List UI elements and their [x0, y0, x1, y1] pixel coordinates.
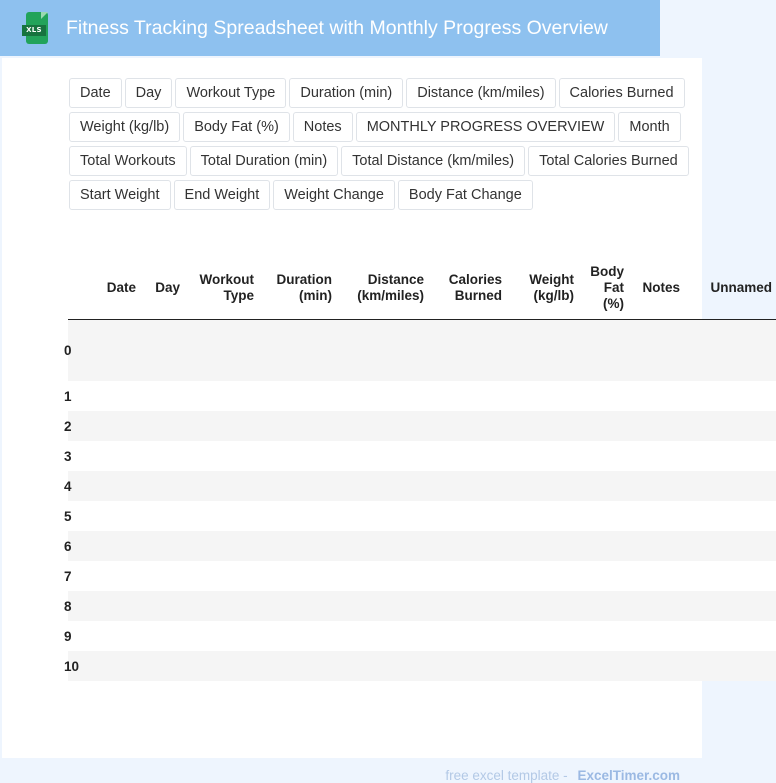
table-cell[interactable] [684, 381, 776, 411]
column-tag[interactable]: Day [125, 78, 173, 108]
table-cell[interactable] [336, 651, 428, 681]
content-panel [2, 58, 772, 783]
row-index[interactable]: 9 [64, 628, 72, 644]
table-cell[interactable] [506, 531, 578, 561]
table-cell[interactable] [140, 471, 184, 501]
index-header [68, 257, 84, 320]
table-cell[interactable] [578, 411, 628, 441]
table-cell[interactable] [578, 381, 628, 411]
column-header [84, 257, 140, 320]
table-cell[interactable] [184, 591, 258, 621]
table-cell[interactable] [506, 381, 578, 411]
column-header-line: Workout [199, 272, 254, 287]
table-cell[interactable] [140, 320, 184, 382]
table-row[interactable] [68, 651, 776, 681]
table-cell[interactable] [336, 320, 428, 382]
column-header-line: (km/miles) [357, 288, 424, 303]
column-tag-list [69, 78, 699, 214]
table-cell[interactable] [84, 441, 140, 471]
table-cell[interactable] [184, 531, 258, 561]
table-cell[interactable] [336, 621, 428, 651]
column-header-line: (min) [299, 288, 332, 303]
column-tag[interactable]: Total Duration (min) [190, 146, 339, 176]
table-row[interactable] [68, 471, 776, 501]
table-cell[interactable] [628, 411, 684, 441]
table-cell[interactable] [428, 591, 506, 621]
table-row[interactable] [68, 591, 776, 621]
column-header [336, 257, 428, 320]
table-cell[interactable] [140, 411, 184, 441]
row-index[interactable]: 3 [64, 448, 72, 464]
table-cell[interactable] [336, 381, 428, 411]
row-index[interactable]: 7 [64, 568, 72, 584]
table-cell[interactable] [336, 471, 428, 501]
table-cell[interactable] [506, 621, 578, 651]
table-cell[interactable] [628, 651, 684, 681]
table-cell[interactable] [506, 651, 578, 681]
column-tag[interactable]: MONTHLY PROGRESS OVERVIEW [356, 112, 616, 142]
row-index[interactable]: 6 [64, 538, 72, 554]
column-header-line: (kg/lb) [533, 288, 574, 303]
xls-icon-label: XLS [22, 25, 46, 36]
table-cell[interactable] [84, 651, 140, 681]
table-cell[interactable] [84, 621, 140, 651]
table-cell[interactable] [258, 471, 336, 501]
row-index[interactable]: 8 [64, 598, 72, 614]
row-index[interactable]: 10 [64, 658, 80, 674]
column-header-line: Body [590, 264, 624, 279]
table-cell[interactable] [428, 381, 506, 411]
column-tag[interactable]: End Weight [174, 180, 271, 210]
column-header-line: Day [155, 280, 180, 295]
table-cell[interactable] [258, 591, 336, 621]
table-row[interactable] [68, 441, 776, 471]
row-index[interactable]: 0 [64, 343, 72, 358]
table-cell[interactable] [506, 441, 578, 471]
column-header-line: Unnamed [710, 280, 772, 295]
column-tag[interactable]: Start Weight [69, 180, 171, 210]
table-row[interactable] [68, 411, 776, 441]
table-cell[interactable] [578, 441, 628, 471]
table-cell[interactable] [628, 471, 684, 501]
table-cell[interactable] [578, 591, 628, 621]
table-cell[interactable] [428, 471, 506, 501]
table-cell[interactable] [184, 621, 258, 651]
column-tag[interactable]: Total Calories Burned [528, 146, 689, 176]
table-row[interactable] [68, 561, 776, 591]
column-header-line: Date [106, 280, 136, 295]
table-cell[interactable] [84, 501, 140, 531]
column-tag[interactable]: Calories Burned [559, 78, 685, 108]
table-cell[interactable] [684, 501, 776, 531]
table-cell[interactable] [258, 621, 336, 651]
table-cell[interactable] [184, 441, 258, 471]
row-index[interactable]: 5 [64, 508, 72, 524]
table-cell[interactable] [336, 561, 428, 591]
table-cell[interactable] [336, 501, 428, 531]
column-tag[interactable]: Body Fat (%) [183, 112, 290, 142]
column-header [428, 257, 506, 320]
table-cell[interactable] [684, 411, 776, 441]
column-tag[interactable]: Month [618, 112, 680, 142]
footer-prefix: free excel template - [445, 768, 568, 783]
table-cell[interactable] [578, 531, 628, 561]
table-cell[interactable] [140, 591, 184, 621]
table-cell[interactable] [506, 591, 578, 621]
table-cell[interactable] [684, 621, 776, 651]
column-tag[interactable]: Body Fat Change [398, 180, 533, 210]
table-cell[interactable] [684, 531, 776, 561]
column-header [184, 257, 258, 320]
table-cell[interactable] [184, 561, 258, 591]
column-header-line: Notes [642, 280, 680, 295]
column-header [628, 257, 684, 320]
table-cell[interactable] [428, 411, 506, 441]
table-cell[interactable] [628, 441, 684, 471]
table-cell[interactable] [506, 561, 578, 591]
column-tag[interactable]: Total Distance (km/miles) [341, 146, 525, 176]
table-cell[interactable] [184, 501, 258, 531]
table-cell[interactable] [84, 320, 140, 382]
table-cell[interactable] [684, 441, 776, 471]
column-header-line: Fat [603, 280, 624, 295]
table-cell[interactable] [578, 471, 628, 501]
table-cell[interactable] [578, 651, 628, 681]
table-cell[interactable] [628, 531, 684, 561]
table-cell[interactable] [506, 501, 578, 531]
table-cell[interactable] [258, 441, 336, 471]
column-header [506, 257, 578, 320]
column-tag[interactable]: Total Workouts [69, 146, 187, 176]
table-row[interactable] [68, 320, 776, 382]
table-cell[interactable] [336, 531, 428, 561]
row-index[interactable]: 2 [64, 418, 72, 434]
page-title: Fitness Tracking Spreadsheet with Monthly Progress Overview [66, 17, 608, 39]
footer [445, 768, 680, 783]
table-cell[interactable] [258, 320, 336, 382]
table-cell[interactable] [184, 381, 258, 411]
table-cell[interactable] [140, 531, 184, 561]
table-cell[interactable] [184, 651, 258, 681]
column-header [578, 257, 628, 320]
table-cell[interactable] [140, 651, 184, 681]
table-cell[interactable] [684, 651, 776, 681]
column-tag[interactable]: Date [69, 78, 122, 108]
table-header-row [68, 257, 776, 320]
table-cell[interactable] [684, 471, 776, 501]
table-row[interactable] [68, 531, 776, 561]
table-cell[interactable] [336, 411, 428, 441]
title-bar [0, 0, 660, 56]
table-cell[interactable] [184, 471, 258, 501]
table-cell[interactable] [428, 441, 506, 471]
table-cell[interactable] [684, 320, 776, 382]
table-cell[interactable] [140, 501, 184, 531]
table-cell[interactable] [578, 561, 628, 591]
column-header [258, 257, 336, 320]
table-row[interactable] [68, 381, 776, 411]
column-header [140, 257, 184, 320]
table-cell[interactable] [506, 320, 578, 382]
table-cell[interactable] [258, 501, 336, 531]
table-cell[interactable] [258, 651, 336, 681]
table-cell[interactable] [428, 621, 506, 651]
column-header-line: Weight [529, 272, 574, 287]
table-cell[interactable] [336, 441, 428, 471]
table-cell[interactable] [428, 651, 506, 681]
column-header-line: Distance [367, 272, 424, 287]
column-header-line: Duration [276, 272, 332, 287]
table-cell[interactable] [84, 561, 140, 591]
table-cell[interactable] [258, 411, 336, 441]
table-cell[interactable] [428, 561, 506, 591]
table-row[interactable] [68, 501, 776, 531]
xls-file-icon [20, 12, 50, 44]
table-cell[interactable] [628, 591, 684, 621]
table-cell[interactable] [258, 531, 336, 561]
table-cell[interactable] [84, 591, 140, 621]
table-cell[interactable] [84, 381, 140, 411]
table-cell[interactable] [578, 621, 628, 651]
column-header-line: Calories [448, 272, 502, 287]
table-cell[interactable] [84, 531, 140, 561]
table-cell[interactable] [184, 320, 258, 382]
column-tag[interactable]: Weight (kg/lb) [69, 112, 180, 142]
table-cell[interactable] [140, 441, 184, 471]
data-table [64, 257, 776, 681]
table-cell[interactable] [684, 591, 776, 621]
data-table-container[interactable] [64, 257, 772, 685]
table-cell[interactable] [628, 320, 684, 382]
table-cell[interactable] [84, 411, 140, 441]
column-header-line: Type [223, 288, 254, 303]
table-cell[interactable] [84, 471, 140, 501]
column-tag[interactable]: Distance (km/miles) [406, 78, 555, 108]
table-cell[interactable] [336, 591, 428, 621]
table-cell[interactable] [628, 381, 684, 411]
table-cell[interactable] [506, 471, 578, 501]
table-cell[interactable] [140, 561, 184, 591]
table-cell[interactable] [184, 411, 258, 441]
table-cell[interactable] [628, 561, 684, 591]
table-row[interactable] [68, 621, 776, 651]
column-header [684, 257, 776, 320]
table-cell[interactable] [258, 381, 336, 411]
table-cell[interactable] [258, 561, 336, 591]
table-cell[interactable] [684, 561, 776, 591]
table-cell[interactable] [140, 381, 184, 411]
table-cell[interactable] [428, 531, 506, 561]
table-cell[interactable] [578, 501, 628, 531]
table-cell[interactable] [578, 320, 628, 382]
column-tag[interactable]: Weight Change [273, 180, 395, 210]
table-cell[interactable] [628, 621, 684, 651]
column-tag[interactable]: Duration (min) [289, 78, 403, 108]
table-cell[interactable] [140, 621, 184, 651]
footer-brand-link[interactable]: ExcelTimer.com [577, 768, 680, 783]
table-cell[interactable] [428, 501, 506, 531]
column-tag[interactable]: Workout Type [175, 78, 286, 108]
row-index[interactable]: 1 [64, 388, 72, 404]
column-header-line: (%) [603, 296, 624, 311]
table-cell[interactable] [628, 501, 684, 531]
row-index[interactable]: 4 [64, 478, 72, 494]
column-header-line: Burned [454, 288, 502, 303]
table-cell[interactable] [506, 411, 578, 441]
table-cell[interactable] [428, 320, 506, 382]
column-tag[interactable]: Notes [293, 112, 353, 142]
